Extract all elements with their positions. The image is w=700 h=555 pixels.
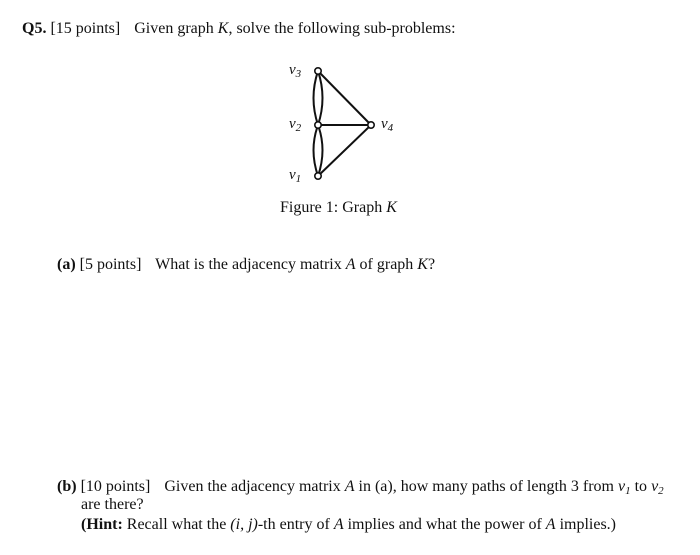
- edge-v3-v4: [318, 71, 371, 125]
- edge-v3-v2-a: [314, 71, 319, 125]
- question-graph-name: K: [217, 20, 229, 37]
- question-points: [15 points]: [50, 20, 121, 37]
- vertex-label-v1: $v_1$: [289, 167, 302, 185]
- vertex-label-v2: $v_2$: [289, 116, 302, 134]
- part-b: (b) [10 points] Given the adjacency matrix A in (a), how many paths of length 3 from $v_1$ to $v_2$: [57, 478, 664, 497]
- edge-v1-v4: [318, 125, 371, 176]
- question-text-before: Given graph: [134, 20, 218, 37]
- vertex-label-v3: $v_3$: [289, 62, 302, 80]
- vertex-v2: [315, 122, 321, 128]
- edge-v2-v1-b: [318, 125, 323, 176]
- part-a-points: [5 points]: [79, 256, 142, 273]
- part-b-line2: are there?: [81, 496, 144, 513]
- hint-label: (Hint:: [81, 516, 123, 533]
- part-b-hint: (Hint: Recall what the (i, j)-th entry of A implies and what the power of A implies.): [81, 516, 616, 533]
- caption-graph-name: K: [386, 199, 397, 216]
- vertex-v1: [315, 173, 321, 179]
- part-b-points: [10 points]: [80, 478, 151, 495]
- vertex-v4: [368, 122, 374, 128]
- vertex-v3: [315, 68, 321, 74]
- question-label: Q5.: [22, 20, 47, 37]
- part-b-label: (b): [57, 478, 77, 495]
- question-text-after: , solve the following sub-problems:: [228, 20, 456, 37]
- part-a: (a) [5 points] What is the adjacency matrix A of graph K?: [57, 256, 436, 273]
- part-a-label: (a): [57, 256, 76, 273]
- edge-v2-v1-a: [314, 125, 319, 176]
- figure-caption: Figure 1: Graph K: [280, 199, 397, 216]
- vertex-label-v4: $v_4$: [381, 116, 394, 134]
- edge-v3-v2-b: [318, 71, 323, 125]
